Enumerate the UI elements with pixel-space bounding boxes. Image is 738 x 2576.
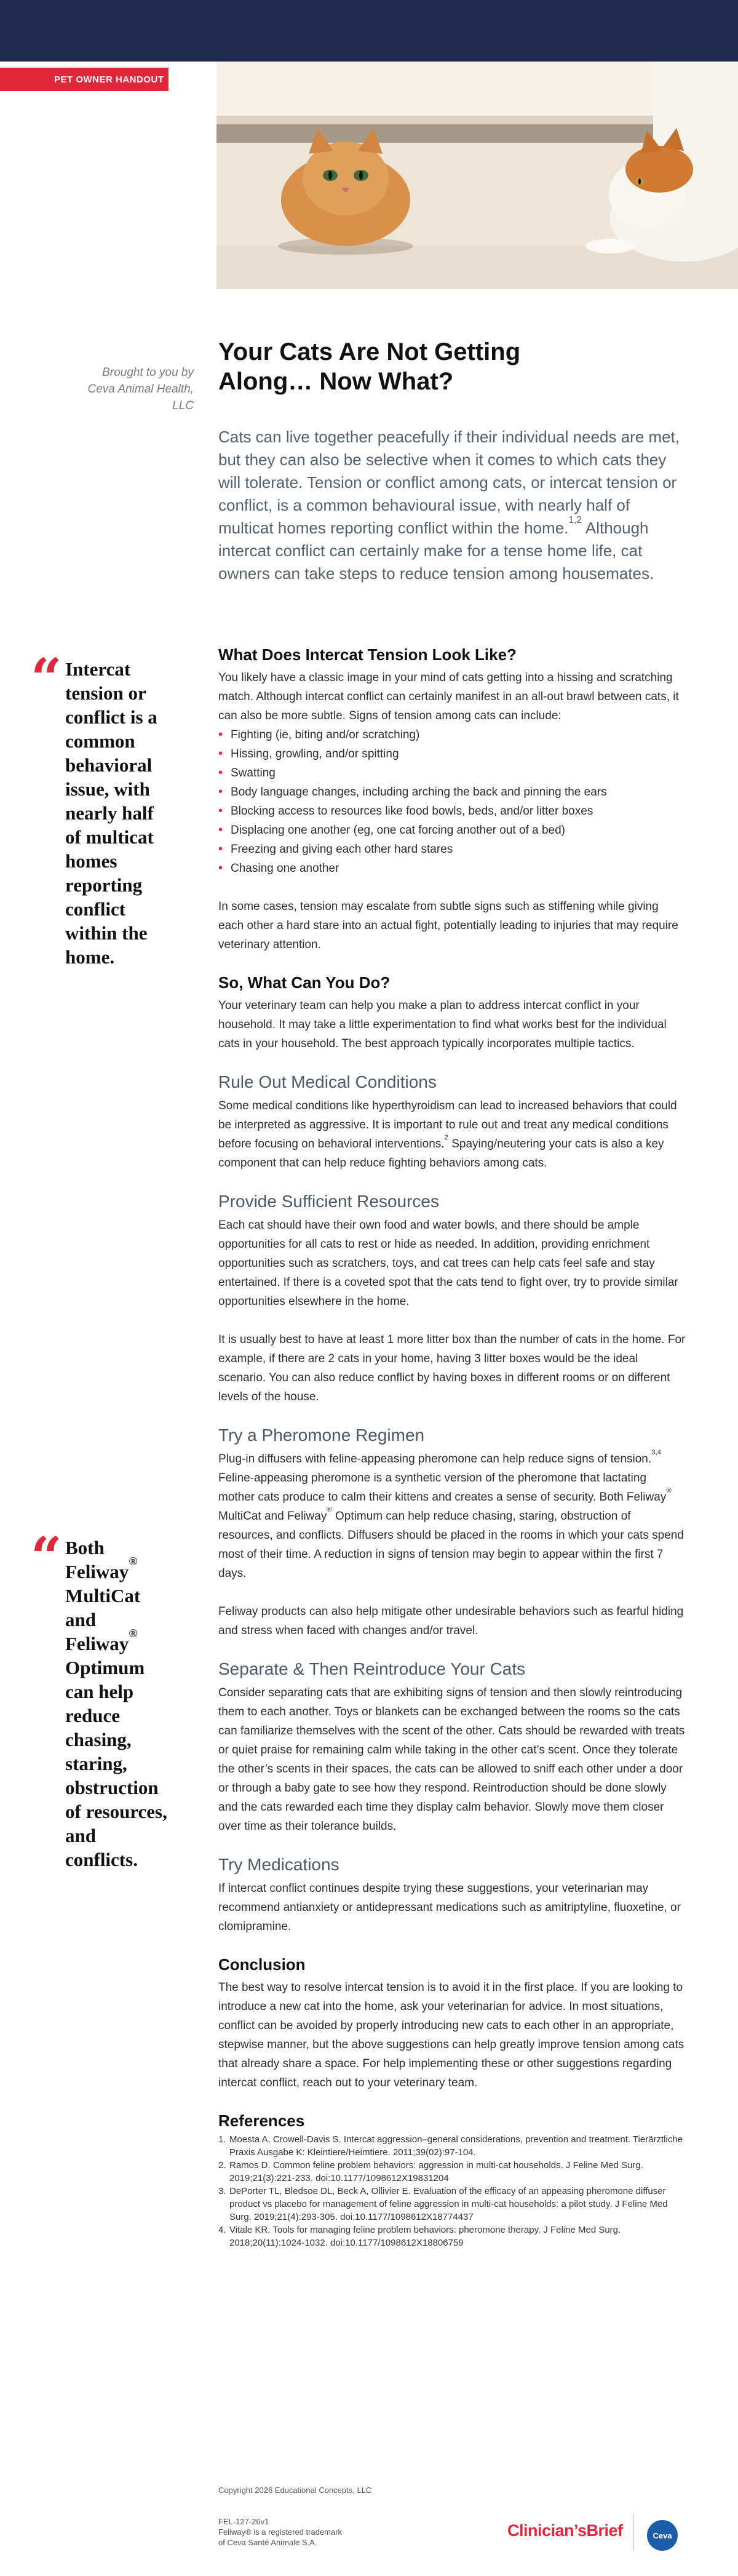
pullquote-text — [65, 1536, 172, 1872]
registered-mark: ® — [327, 1505, 332, 1513]
paragraph: Each cat should have their own food and water bowls, and there should be ample opportunities for all cats to rest or hide as needed. In addition, providing enrichment opportunities such as scratchers, toys, and cat trees can help cats feel safe and stay entertained. If there is a coveted spot that the cats tend to fight over, try to provide similar opportunities elsewhere in the home. — [218, 1219, 678, 1308]
reference-text: Vitale KR. Tools for managing feline problem behaviors: pheromone therapy. J Feline Med Surg. 2018;20(11):1024-1032. doi:10.1177/1098612X18806759 — [229, 2225, 621, 2248]
cliniciansbrief-logo: Clinician’sBrief — [507, 2521, 623, 2540]
pullquote-1 — [31, 646, 172, 969]
subsection-heading: Separate & Then Reintroduce Your Cats — [218, 1659, 526, 1678]
page-title: Your Cats Are Not Getting Along… Now What? — [218, 338, 521, 395]
header-band — [0, 0, 738, 62]
section-tension — [218, 645, 686, 954]
reference-text: DePorter TL, Bledsoe DL, Beck A, Ollivier E. Evaluation of the efficacy of an appeasing pheromone diffuser product vs placebo for management of feline aggression in multi-cat households: a pilot study. J Feline Med Surg. 2019;21(4):293-305. doi:10.1177/1098612X18774437 — [229, 2186, 668, 2222]
references — [218, 2111, 686, 2249]
text-fragment: Plug-in diffusers with feline-appeasing pheromone can help reduce signs of tension. — [218, 1453, 652, 1465]
registered-mark: ® — [129, 1627, 138, 1641]
citation: 3,4 — [651, 1448, 661, 1456]
reference-item — [218, 2159, 686, 2185]
section-heading: Conclusion — [218, 1955, 306, 1974]
paragraph — [218, 1096, 686, 1173]
list-item: • Fighting (ie, biting and/or scratching) — [218, 725, 686, 744]
signs-list — [218, 725, 686, 878]
text-fragment: Some medical conditions like hyperthyroidism can lead to increased behaviors that could be interpreted as aggressive. It is important to rule out and treat any medical conditions before focusing on behavioral interventions. — [218, 1099, 677, 1150]
section-pheromone — [218, 1425, 686, 1640]
paragraph: If intercat conflict continues despite trying these suggestions, your veterinarian may recommend antianxiety or antidepressant medications such as amitriptyline, fluoxetine, or clomipramine. — [218, 1882, 681, 1933]
quote-mark-icon: “ — [31, 1525, 62, 1589]
reference-item — [218, 2185, 686, 2223]
section-conclusion — [218, 1955, 686, 2092]
text-fragment: Spaying/neutering your cats is also a key component that can help reduce fighting behaviors among cats. — [218, 1138, 664, 1170]
pullquote-fragment: Optimum can help reduce chasing, staring, obstruction of resources, and conflicts. — [65, 1657, 167, 1870]
registered-mark: ® — [129, 1555, 138, 1569]
logo-divider — [633, 2514, 634, 2551]
paragraph: Feliway products can also help mitigate other undesirable behaviors such as fearful hiding and stress when faced with changes and/or travel. — [218, 1605, 684, 1637]
text-fragment: Feline-appeasing pheromone is a synthetic version of the pheromone that lactating mother cats produce to calm their kittens and creates a sense of security. Both Feliway — [218, 1472, 667, 1504]
reference-number: 1. — [218, 2134, 226, 2145]
pullquote-2 — [31, 1525, 172, 1872]
trademark-line: of Ceva Santé Animale S.A. — [218, 2538, 317, 2547]
pullquote-text: Intercat tension or conflict is a common behavioral issue, with nearly half of multicat homes reporting conflict within the home. — [65, 658, 157, 968]
reference-text: Ramos D. Common feline problem behaviors: aggression in multi-cat households. J Feline Med Surg. 2019;21(3):221-233. doi:10.1177/1098612X19831204 — [229, 2160, 643, 2183]
paragraph: Consider separating cats that are exhibiting signs of tension and then slowly reintroducing them to each another. Toys or blankets can be exchanged between the rooms so the cats can familiarize themselves with the scent of the other. Cats should be rewarded with treats or quiet praise for remaining calm while taking in the other cat’s scent. Once they tolerate the other’s scents in their spaces, the cats can be allowed to sniff each other under a door or through a baby gate to see how they respond. Reintroduction should be done slowly and the cats rewarded each time they display calm behavior. Slowly move them closer over time as their tolerance builds. — [218, 1686, 685, 1833]
reference-number: 3. — [218, 2186, 226, 2196]
document-code: FEL-127-26v1 — [218, 2517, 269, 2526]
section-resources — [218, 1191, 686, 1406]
citation: 2 — [444, 1133, 448, 1141]
list-item: • Hissing, growling, and/or spitting — [218, 744, 686, 764]
section-heading: References — [218, 2111, 305, 2130]
list-item: • Chasing one another — [218, 859, 686, 878]
paragraph: In some cases, tension may escalate from subtle signs such as stiffening while giving each other a hard stare into an actual fight, potentially leading to injuries that may require veterinary attention. — [218, 900, 678, 951]
registered-mark: ® — [666, 1486, 672, 1494]
pullquote-fragment: Both Feliway — [65, 1537, 129, 1582]
list-item: • Freezing and giving each other hard stares — [218, 840, 686, 859]
subsection-heading: Provide Sufficient Resources — [218, 1192, 439, 1211]
reference-item — [218, 2133, 686, 2159]
sponsor-byline: Brought to you by Ceva Animal Health, LLC — [87, 366, 194, 412]
pullquote-fragment: MultiCat and Feliway — [65, 1585, 141, 1654]
reference-number: 4. — [218, 2225, 226, 2235]
section-heading: What Does Intercat Tension Look Like? — [218, 645, 517, 664]
section-what-can-you-do — [218, 973, 686, 1053]
subsection-heading: Try a Pheromone Regimen — [218, 1426, 425, 1445]
hero-photo — [216, 62, 738, 289]
intro-text-2: Although intercat conflict can certainly make for a tense home life, cat owners can take steps to reduce tension among housemates. — [218, 519, 654, 583]
reference-number: 2. — [218, 2160, 226, 2171]
paragraph: Your veterinary team can help you make a plan to address intercat conflict in your household. It may take a little experimentation to find what works best for the individual cats in your household. The best approach typically incorporates multiple tactics. — [218, 999, 667, 1050]
section-medical — [218, 1072, 686, 1173]
reference-item — [218, 2223, 686, 2249]
subsection-heading: Rule Out Medical Conditions — [218, 1072, 437, 1091]
list-item: • Displacing one another (eg, one cat forcing another out of a bed) — [218, 821, 686, 840]
paragraph: It is usually best to have at least 1 more litter box than the number of cats in the home. For example, if there are 2 cats in your home, having 3 litter boxes would be the ideal scenario. You can also reduce conflict by having boxes in different rooms or on different levels of the house. — [218, 1333, 686, 1403]
article-body — [218, 645, 686, 2249]
text-fragment: Optimum can help reduce chasing, staring, obstruction of resources, and conflicts. Diffusers should be placed in the rooms in which your cats spend most of their time. A reduction in signs of tension may begin to appear within the first 7 days. — [218, 1510, 684, 1580]
handout-tag: PET OWNER HANDOUT — [0, 68, 169, 91]
copyright: Copyright 2026 Educational Concepts, LLC — [218, 2486, 372, 2495]
intro-citation: 1,2 — [568, 514, 582, 525]
subsection-heading: Try Medications — [218, 1855, 339, 1874]
section-separate — [218, 1659, 686, 1836]
quote-mark-icon: “ — [31, 646, 62, 710]
references-list — [218, 2133, 686, 2249]
reference-text: Moesta A, Crowell-Davis S. Intercat aggression–general considerations, prevention and treatment. Tierärztliche Praxis Ausgabe K: Kleintiere/Heimtiere. 2011;39(02):97-104. — [229, 2134, 683, 2158]
paragraph: The best way to resolve intercat tension is to avoid it in the first place. If you are looking to introduce a new cat into the home, ask your veterinarian for advice. In most situations, conflict can be avoided by properly introducing new cats to each other in an appropriate, stepwise manner, but the above suggestions can help greatly improve tension among cats that already share a space. For help implementing these or other suggestions regarding intercat conflict, reach out to your veterinary team. — [218, 1981, 684, 2089]
list-item: • Body language changes, including arching the back and pinning the ears — [218, 783, 686, 802]
section-heading: So, What Can You Do? — [218, 973, 391, 992]
list-item: • Swatting — [218, 764, 686, 783]
intro-text-1: Cats can live together peacefully if their individual needs are met, but they can also be selective when it comes to which cats they will tolerate. Tension or conflict among cats, or intercat tension or conflict, is a common behavioural issue, with nearly half of multicat homes reporting conflict within the home. — [218, 428, 680, 537]
section-medications — [218, 1854, 686, 1936]
two-cats-photo-icon — [216, 62, 738, 289]
list-item: • Blocking access to resources like food bowls, beds, and/or litter boxes — [218, 802, 686, 821]
paragraph — [218, 1449, 686, 1583]
text-fragment: MultiCat and Feliway — [218, 1510, 327, 1523]
paragraph: You likely have a classic image in your mind of cats getting into a hissing and scratching match. Although intercat conflict can certainly manifest in an all-out brawl between cats, it can also be more subtle. Signs of tension among cats can include: — [218, 671, 679, 722]
fine-print — [218, 2516, 342, 2548]
trademark-line: Feliway® is a registered trademark — [218, 2527, 343, 2537]
ceva-logo-icon: Ceva — [647, 2520, 678, 2551]
intro-paragraph — [218, 426, 686, 585]
